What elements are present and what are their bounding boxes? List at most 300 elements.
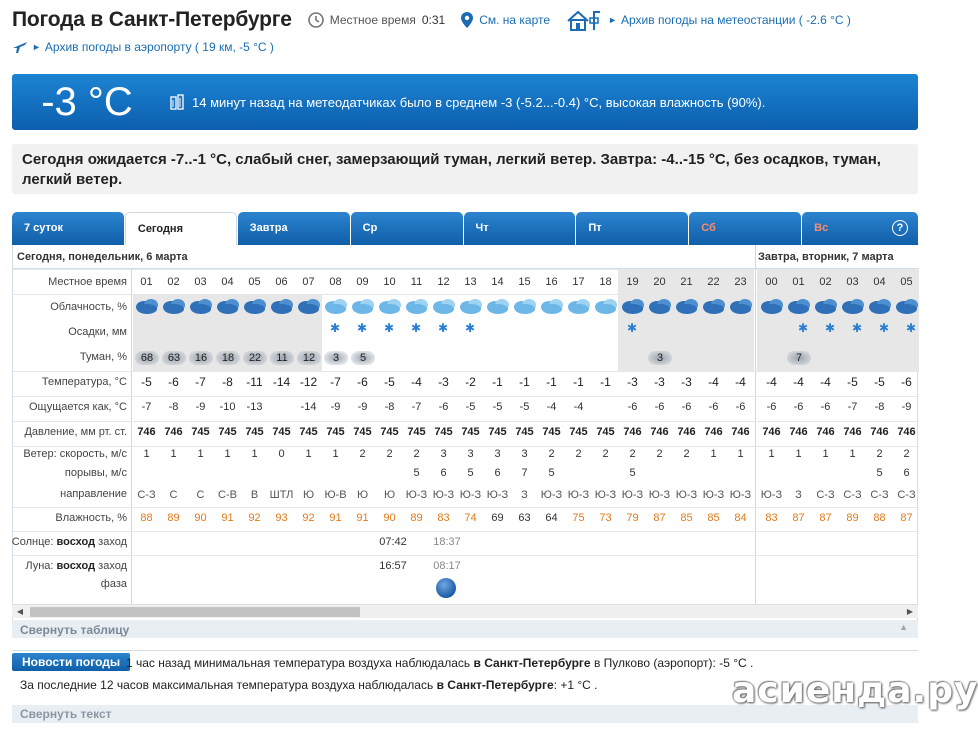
pressure-cell: 745 xyxy=(272,426,291,438)
cloud-icon xyxy=(648,297,672,315)
pressure-cell: 746 xyxy=(789,426,808,438)
feels-cell: -6 xyxy=(793,401,804,413)
temp-cell: -12 xyxy=(299,375,318,389)
cloud-icon xyxy=(841,297,865,315)
hour-cell: 14 xyxy=(491,276,504,288)
gust-cell: 5 xyxy=(876,467,883,479)
moonrise-time: 16:57 xyxy=(379,560,407,572)
pressure-cell: 745 xyxy=(407,426,426,438)
hour-cell: 04 xyxy=(221,276,234,288)
cloud-icon xyxy=(675,297,699,315)
cloud-icon xyxy=(540,297,564,315)
humidity-cell: 75 xyxy=(572,512,585,524)
humidity-cell: 92 xyxy=(302,512,315,524)
direction-cell: В xyxy=(250,489,259,501)
snow-icon: ✱ xyxy=(464,321,476,335)
direction-cell: Ю-З xyxy=(760,489,783,501)
pressure-cell: 745 xyxy=(596,426,615,438)
collapse-arrow-icon: ▲ xyxy=(899,622,908,632)
direction-cell: Ю-В xyxy=(324,489,347,501)
humidity-cell: 90 xyxy=(383,512,396,524)
hour-cell: 03 xyxy=(846,276,859,288)
humidity-cell: 87 xyxy=(792,512,805,524)
feels-cell: -7 xyxy=(411,401,422,413)
label-sun xyxy=(12,536,127,548)
news-line-2-pre: За последние 12 часов максимальная температура воздуха наблюдалась xyxy=(20,678,434,692)
feels-cell: -14 xyxy=(300,401,317,413)
temp-cell: -3 xyxy=(654,375,665,389)
direction-cell: Ю-З xyxy=(567,489,590,501)
pressure-cell: 745 xyxy=(245,426,264,438)
pressure-cell: 745 xyxy=(218,426,237,438)
temp-cell: -5 xyxy=(847,375,858,389)
temp-cell: -5 xyxy=(874,375,885,389)
humidity-cell: 89 xyxy=(167,512,180,524)
pressure-cell: 746 xyxy=(623,426,642,438)
label-sun-b: восход xyxy=(56,536,96,548)
temp-cell: -4 xyxy=(820,375,831,389)
snow-icon: ✱ xyxy=(905,321,917,335)
day1-title: Сегодня, понедельник, 6 марта xyxy=(17,251,188,263)
feels-cell: -9 xyxy=(330,401,341,413)
cloud-icon xyxy=(270,297,294,315)
temp-cell: -11 xyxy=(246,375,263,389)
wind-cell: 1 xyxy=(768,448,775,460)
collapse-text-label[interactable]: Свернуть текст xyxy=(20,707,112,721)
wind-cell: 3 xyxy=(521,448,528,460)
row-divider xyxy=(13,269,919,270)
pressure-cell: 746 xyxy=(762,426,781,438)
feels-cell: -6 xyxy=(708,401,719,413)
tab-6[interactable] xyxy=(689,212,801,245)
pressure-cell: 745 xyxy=(299,426,318,438)
direction-cell: Ю-З xyxy=(729,489,752,501)
forecast-summary: Сегодня ожидается -7..-1 °C, слабый снег, замерзающий туман, легкий ветер. Завтра: -4..-15 °C, без осадков, туман, легкий ветер. xyxy=(12,144,918,194)
label-moon-a: Луна: xyxy=(25,560,54,572)
pressure-cell: 746 xyxy=(843,426,862,438)
humidity-cell: 84 xyxy=(734,512,747,524)
station-archive-label[interactable]: Архив погоды на метеостанции ( -2.6 °C ) xyxy=(620,13,851,27)
current-message: 14 минут назад на метеодатчиках было в среднем -3 (-5.2...-0.4) °C, высокая влажность (90%). xyxy=(192,94,766,110)
direction-cell: Ю-З xyxy=(702,489,725,501)
cloud-icon xyxy=(513,297,537,315)
map-link[interactable] xyxy=(461,12,550,28)
tab-7[interactable] xyxy=(802,212,918,245)
label-gusts: порывы, м/с xyxy=(64,467,127,479)
hour-cell: 02 xyxy=(819,276,832,288)
direction-cell: С-З xyxy=(843,489,862,501)
wind-cell: 1 xyxy=(224,448,231,460)
temp-cell: -1 xyxy=(546,375,557,389)
wind-cell: 1 xyxy=(737,448,744,460)
pressure-cell: 745 xyxy=(380,426,399,438)
direction-cell: Ю-З xyxy=(675,489,698,501)
pressure-cell: 745 xyxy=(434,426,453,438)
temp-cell: -3 xyxy=(627,375,638,389)
temp-cell: -7 xyxy=(195,375,206,389)
local-time xyxy=(308,12,445,28)
tab-0[interactable] xyxy=(12,212,124,245)
feels-cell: -6 xyxy=(681,401,692,413)
feels-cell: -6 xyxy=(654,401,665,413)
feels-cell: -9 xyxy=(901,401,912,413)
news-line-1-city: в Санкт-Петербурге xyxy=(473,656,591,670)
feels-cell: -6 xyxy=(820,401,831,413)
cloud-icon xyxy=(243,297,267,315)
temp-cell: -7 xyxy=(330,375,341,389)
wind-cell: 1 xyxy=(332,448,339,460)
cloud-icon xyxy=(297,297,321,315)
humidity-cell: 89 xyxy=(846,512,859,524)
direction-cell: Ю xyxy=(383,489,396,501)
airplane-icon xyxy=(12,40,28,54)
humidity-cell: 92 xyxy=(248,512,261,524)
label-humidity: Влажность, % xyxy=(55,512,127,524)
feels-cell: -6 xyxy=(766,401,777,413)
direction-cell: Ю-З xyxy=(594,489,617,501)
day-separator xyxy=(755,245,756,605)
label-moon-b: восход xyxy=(56,560,96,572)
hour-cell: 11 xyxy=(410,276,423,288)
cloud-icon xyxy=(162,297,186,315)
temp-cell: -6 xyxy=(901,375,912,389)
feels-cell: -4 xyxy=(546,401,557,413)
gust-cell: 5 xyxy=(629,467,636,479)
cloud-icon xyxy=(594,297,618,315)
fog-badge: 12 xyxy=(297,351,321,365)
cloud-icon xyxy=(814,297,838,315)
hour-cell: 02 xyxy=(167,276,180,288)
map-link-label[interactable]: См. на карте xyxy=(479,13,551,27)
direction-cell: С xyxy=(169,489,178,501)
label-time: Местное время xyxy=(48,276,127,288)
cloud-icon xyxy=(895,297,919,315)
news-line-2 xyxy=(20,678,598,692)
wind-cell: 2 xyxy=(629,448,636,460)
hour-cell: 15 xyxy=(518,276,531,288)
airport-archive-link[interactable] xyxy=(12,38,274,56)
wind-cell: 1 xyxy=(143,448,150,460)
table-scrollbar[interactable] xyxy=(12,604,918,618)
direction-cell: З xyxy=(795,489,802,501)
row-divider xyxy=(13,294,919,295)
direction-cell: С-В xyxy=(218,489,237,501)
cloud-icon xyxy=(432,297,456,315)
hour-cell: 04 xyxy=(873,276,886,288)
pressure-cell: 745 xyxy=(191,426,210,438)
scroll-right-arrow[interactable]: ▶ xyxy=(906,607,914,616)
moon-phase-icon xyxy=(436,578,456,598)
feels-cell: -8 xyxy=(168,401,179,413)
humidity-cell: 63 xyxy=(518,512,531,524)
label-phase: фаза xyxy=(100,578,127,590)
gust-cell: 6 xyxy=(903,467,910,479)
wind-cell: 1 xyxy=(795,448,802,460)
snow-icon: ✱ xyxy=(329,321,341,335)
cloud-icon xyxy=(189,297,213,315)
humidity-cell: 93 xyxy=(275,512,288,524)
label-sun-a: Солнце: xyxy=(11,536,54,548)
label-feels: Ощущается как, °C xyxy=(28,401,127,413)
snow-icon: ✱ xyxy=(356,321,368,335)
news-line-1-pre: 1 час назад минимальная температура воздуха наблюдалась xyxy=(126,656,471,670)
cloud-icon xyxy=(378,297,402,315)
header-row xyxy=(12,6,851,34)
clock-icon xyxy=(308,12,324,28)
news-line-1-post: в Пулково (аэропорт): -5 °C . xyxy=(593,656,754,670)
tab-label: 7 суток xyxy=(24,222,64,234)
humidity-cell: 87 xyxy=(819,512,832,524)
gust-cell: 5 xyxy=(467,467,474,479)
humidity-cell: 90 xyxy=(194,512,207,524)
direction-cell: С-З xyxy=(870,489,889,501)
temp-cell: -4 xyxy=(766,375,777,389)
day-header xyxy=(13,245,919,269)
humidity-cell: 89 xyxy=(410,512,423,524)
sensor-icon xyxy=(162,94,192,110)
wind-cell: 0 xyxy=(278,448,285,460)
fog-badge: 22 xyxy=(243,351,267,365)
scroll-left-arrow[interactable]: ◀ xyxy=(16,607,24,616)
page-title: Погода в Санкт-Петербурге xyxy=(12,8,292,31)
sunrise-time: 07:42 xyxy=(379,536,407,548)
wind-cell: 2 xyxy=(359,448,366,460)
pressure-cell: 746 xyxy=(164,426,183,438)
help-icon[interactable]: ? xyxy=(892,220,908,236)
wind-cell: 1 xyxy=(822,448,829,460)
pressure-cell: 745 xyxy=(353,426,372,438)
feels-cell: -6 xyxy=(735,401,746,413)
direction-cell: Ю-З xyxy=(459,489,482,501)
sunset-time: 18:37 xyxy=(433,536,461,548)
label-moon xyxy=(25,560,127,572)
feels-cell: -7 xyxy=(847,401,858,413)
news-badge: Новости погоды xyxy=(12,653,130,671)
snow-icon: ✱ xyxy=(878,321,890,335)
humidity-cell: 87 xyxy=(900,512,913,524)
humidity-cell: 91 xyxy=(329,512,342,524)
hour-cell: 01 xyxy=(792,276,805,288)
humidity-cell: 73 xyxy=(599,512,612,524)
row-divider xyxy=(13,446,919,447)
row-divider xyxy=(13,396,919,397)
tab-label: Ср xyxy=(362,222,378,234)
gust-cell: 6 xyxy=(440,467,447,479)
fog-badge: 3 xyxy=(648,351,672,365)
label-wind-b: скорость, м/с xyxy=(59,448,127,460)
temp-cell: -1 xyxy=(573,375,584,389)
cloud-icon xyxy=(787,297,811,315)
humidity-cell: 83 xyxy=(437,512,450,524)
humidity-cell: 79 xyxy=(626,512,639,524)
direction-cell: С-З xyxy=(816,489,835,501)
feels-cell: -10 xyxy=(219,401,236,413)
pressure-cell: 746 xyxy=(897,426,916,438)
hour-cell: 03 xyxy=(194,276,207,288)
wind-cell: 2 xyxy=(386,448,393,460)
temp-cell: -6 xyxy=(357,375,368,389)
wind-cell: 1 xyxy=(849,448,856,460)
tab-4[interactable] xyxy=(464,212,576,245)
temp-cell: -5 xyxy=(384,375,395,389)
fog-badge: 7 xyxy=(787,351,811,365)
hour-cell: 01 xyxy=(140,276,153,288)
label-precip: Осадки, мм xyxy=(68,326,127,338)
news-line-2-post: : +1 °C . xyxy=(553,678,598,692)
pressure-cell: 746 xyxy=(870,426,889,438)
tab-label: Завтра xyxy=(249,222,288,234)
row-divider xyxy=(13,531,919,532)
cloud-icon xyxy=(135,297,159,315)
wind-cell: 2 xyxy=(548,448,555,460)
temp-cell: -4 xyxy=(735,375,746,389)
tab-label: Вс xyxy=(814,222,829,234)
snow-icon: ✱ xyxy=(824,321,836,335)
airport-archive-label[interactable]: Архив погоды в аэропорту ( 19 км, -5 °C ) xyxy=(44,40,274,54)
wind-cell: 2 xyxy=(876,448,883,460)
gust-cell: 7 xyxy=(521,467,528,479)
cloud-icon xyxy=(405,297,429,315)
cloud-icon xyxy=(486,297,510,315)
day2-title: Завтра, вторник, 7 марта xyxy=(758,251,894,263)
row-divider xyxy=(13,507,919,508)
moonset-time: 08:17 xyxy=(433,560,461,572)
station-archive-link[interactable] xyxy=(566,9,851,31)
hour-cell: 23 xyxy=(734,276,747,288)
pressure-cell: 746 xyxy=(816,426,835,438)
direction-cell: Ю-З xyxy=(405,489,428,501)
snow-icon: ✱ xyxy=(626,321,638,335)
arrow-icon: ► xyxy=(608,15,617,25)
fog-badge: 18 xyxy=(216,351,240,365)
humidity-cell: 64 xyxy=(545,512,558,524)
pressure-cell: 745 xyxy=(488,426,507,438)
hour-cell: 06 xyxy=(275,276,288,288)
feels-cell: -13 xyxy=(246,401,263,413)
cloud-icon xyxy=(868,297,892,315)
temp-cell: -2 xyxy=(465,375,476,389)
temp-cell: -1 xyxy=(519,375,530,389)
wind-cell: 3 xyxy=(440,448,447,460)
watermark-logo: асиенда.ру xyxy=(732,670,978,711)
pressure-cell: 746 xyxy=(650,426,669,438)
direction-cell: Ю-З xyxy=(432,489,455,501)
pressure-cell: 746 xyxy=(677,426,696,438)
tab-1[interactable] xyxy=(125,212,237,245)
hour-cell: 05 xyxy=(900,276,913,288)
row-divider xyxy=(13,421,919,422)
pressure-cell: 746 xyxy=(704,426,723,438)
label-wind xyxy=(23,448,127,460)
humidity-cell: 69 xyxy=(491,512,504,524)
cloud-icon xyxy=(621,297,645,315)
temp-cell: -5 xyxy=(141,375,152,389)
news-line-2-city: в Санкт-Петербурге xyxy=(436,678,554,692)
direction-cell: Ю xyxy=(356,489,369,501)
label-temp: Температура, °C xyxy=(41,376,127,388)
hour-cell: 00 xyxy=(765,276,778,288)
direction-cell: С xyxy=(196,489,205,501)
tab-5[interactable] xyxy=(576,212,688,245)
cloud-icon xyxy=(760,297,784,315)
label-cloud: Облачность, % xyxy=(50,301,127,313)
snow-icon: ✱ xyxy=(437,321,449,335)
tab-3[interactable] xyxy=(351,212,463,245)
scroll-thumb[interactable] xyxy=(30,607,360,617)
label-moon-c: заход xyxy=(98,560,127,572)
pressure-cell: 746 xyxy=(731,426,750,438)
tab-label: Пт xyxy=(588,222,602,234)
wind-cell: 3 xyxy=(494,448,501,460)
hour-cell: 08 xyxy=(329,276,342,288)
wind-cell: 2 xyxy=(602,448,609,460)
feels-cell: -5 xyxy=(465,401,476,413)
direction-cell: С-З xyxy=(137,489,156,501)
hour-cell: 09 xyxy=(356,276,369,288)
temp-cell: -4 xyxy=(793,375,804,389)
tab-label: Чт xyxy=(475,222,489,234)
fog-badge: 11 xyxy=(270,351,294,365)
hour-cell: 20 xyxy=(653,276,666,288)
label-pressure-b: мм рт. ст. xyxy=(80,426,127,438)
local-time-value: 0:31 xyxy=(421,13,446,27)
row-divider xyxy=(13,371,919,372)
direction-cell: ШТЛ xyxy=(269,489,294,501)
pressure-cell: 746 xyxy=(137,426,156,438)
feels-cell: -8 xyxy=(874,401,885,413)
collapse-table-label[interactable]: Свернуть таблицу xyxy=(20,623,130,637)
feels-cell: -5 xyxy=(519,401,530,413)
fog-badge: 63 xyxy=(162,351,186,365)
snow-icon: ✱ xyxy=(797,321,809,335)
local-time-label: Местное время xyxy=(329,13,416,27)
wind-cell: 1 xyxy=(197,448,204,460)
label-fog: Туман, % xyxy=(79,351,127,363)
temp-cell: -4 xyxy=(411,375,422,389)
pressure-cell: 745 xyxy=(326,426,345,438)
feels-cell: -4 xyxy=(573,401,584,413)
fog-badge: 3 xyxy=(324,351,348,365)
hour-cell: 10 xyxy=(383,276,396,288)
hour-cell: 13 xyxy=(464,276,477,288)
temp-cell: -14 xyxy=(272,375,291,389)
station-house-icon xyxy=(566,9,604,31)
temp-cell: -1 xyxy=(600,375,611,389)
humidity-cell: 74 xyxy=(464,512,477,524)
feels-cell: -7 xyxy=(141,401,152,413)
direction-cell: З xyxy=(521,489,528,501)
humidity-cell: 91 xyxy=(221,512,234,524)
feels-cell: -6 xyxy=(627,401,638,413)
temp-cell: -3 xyxy=(681,375,692,389)
collapse-table-bar[interactable] xyxy=(12,620,918,638)
snow-icon: ✱ xyxy=(851,321,863,335)
cloud-icon xyxy=(702,297,726,315)
pressure-cell: 745 xyxy=(569,426,588,438)
temp-cell: -6 xyxy=(168,375,179,389)
humidity-cell: 87 xyxy=(653,512,666,524)
fog-badge: 5 xyxy=(351,351,375,365)
hour-cell: 16 xyxy=(545,276,558,288)
hourly-table xyxy=(12,245,918,621)
arrow-icon: ► xyxy=(32,42,41,52)
label-wind-a: Ветер: xyxy=(23,448,57,460)
hour-cell: 18 xyxy=(599,276,612,288)
fog-badge: 68 xyxy=(135,351,159,365)
tab-2[interactable] xyxy=(238,212,350,245)
pressure-cell: 745 xyxy=(515,426,534,438)
hour-cell: 17 xyxy=(572,276,585,288)
